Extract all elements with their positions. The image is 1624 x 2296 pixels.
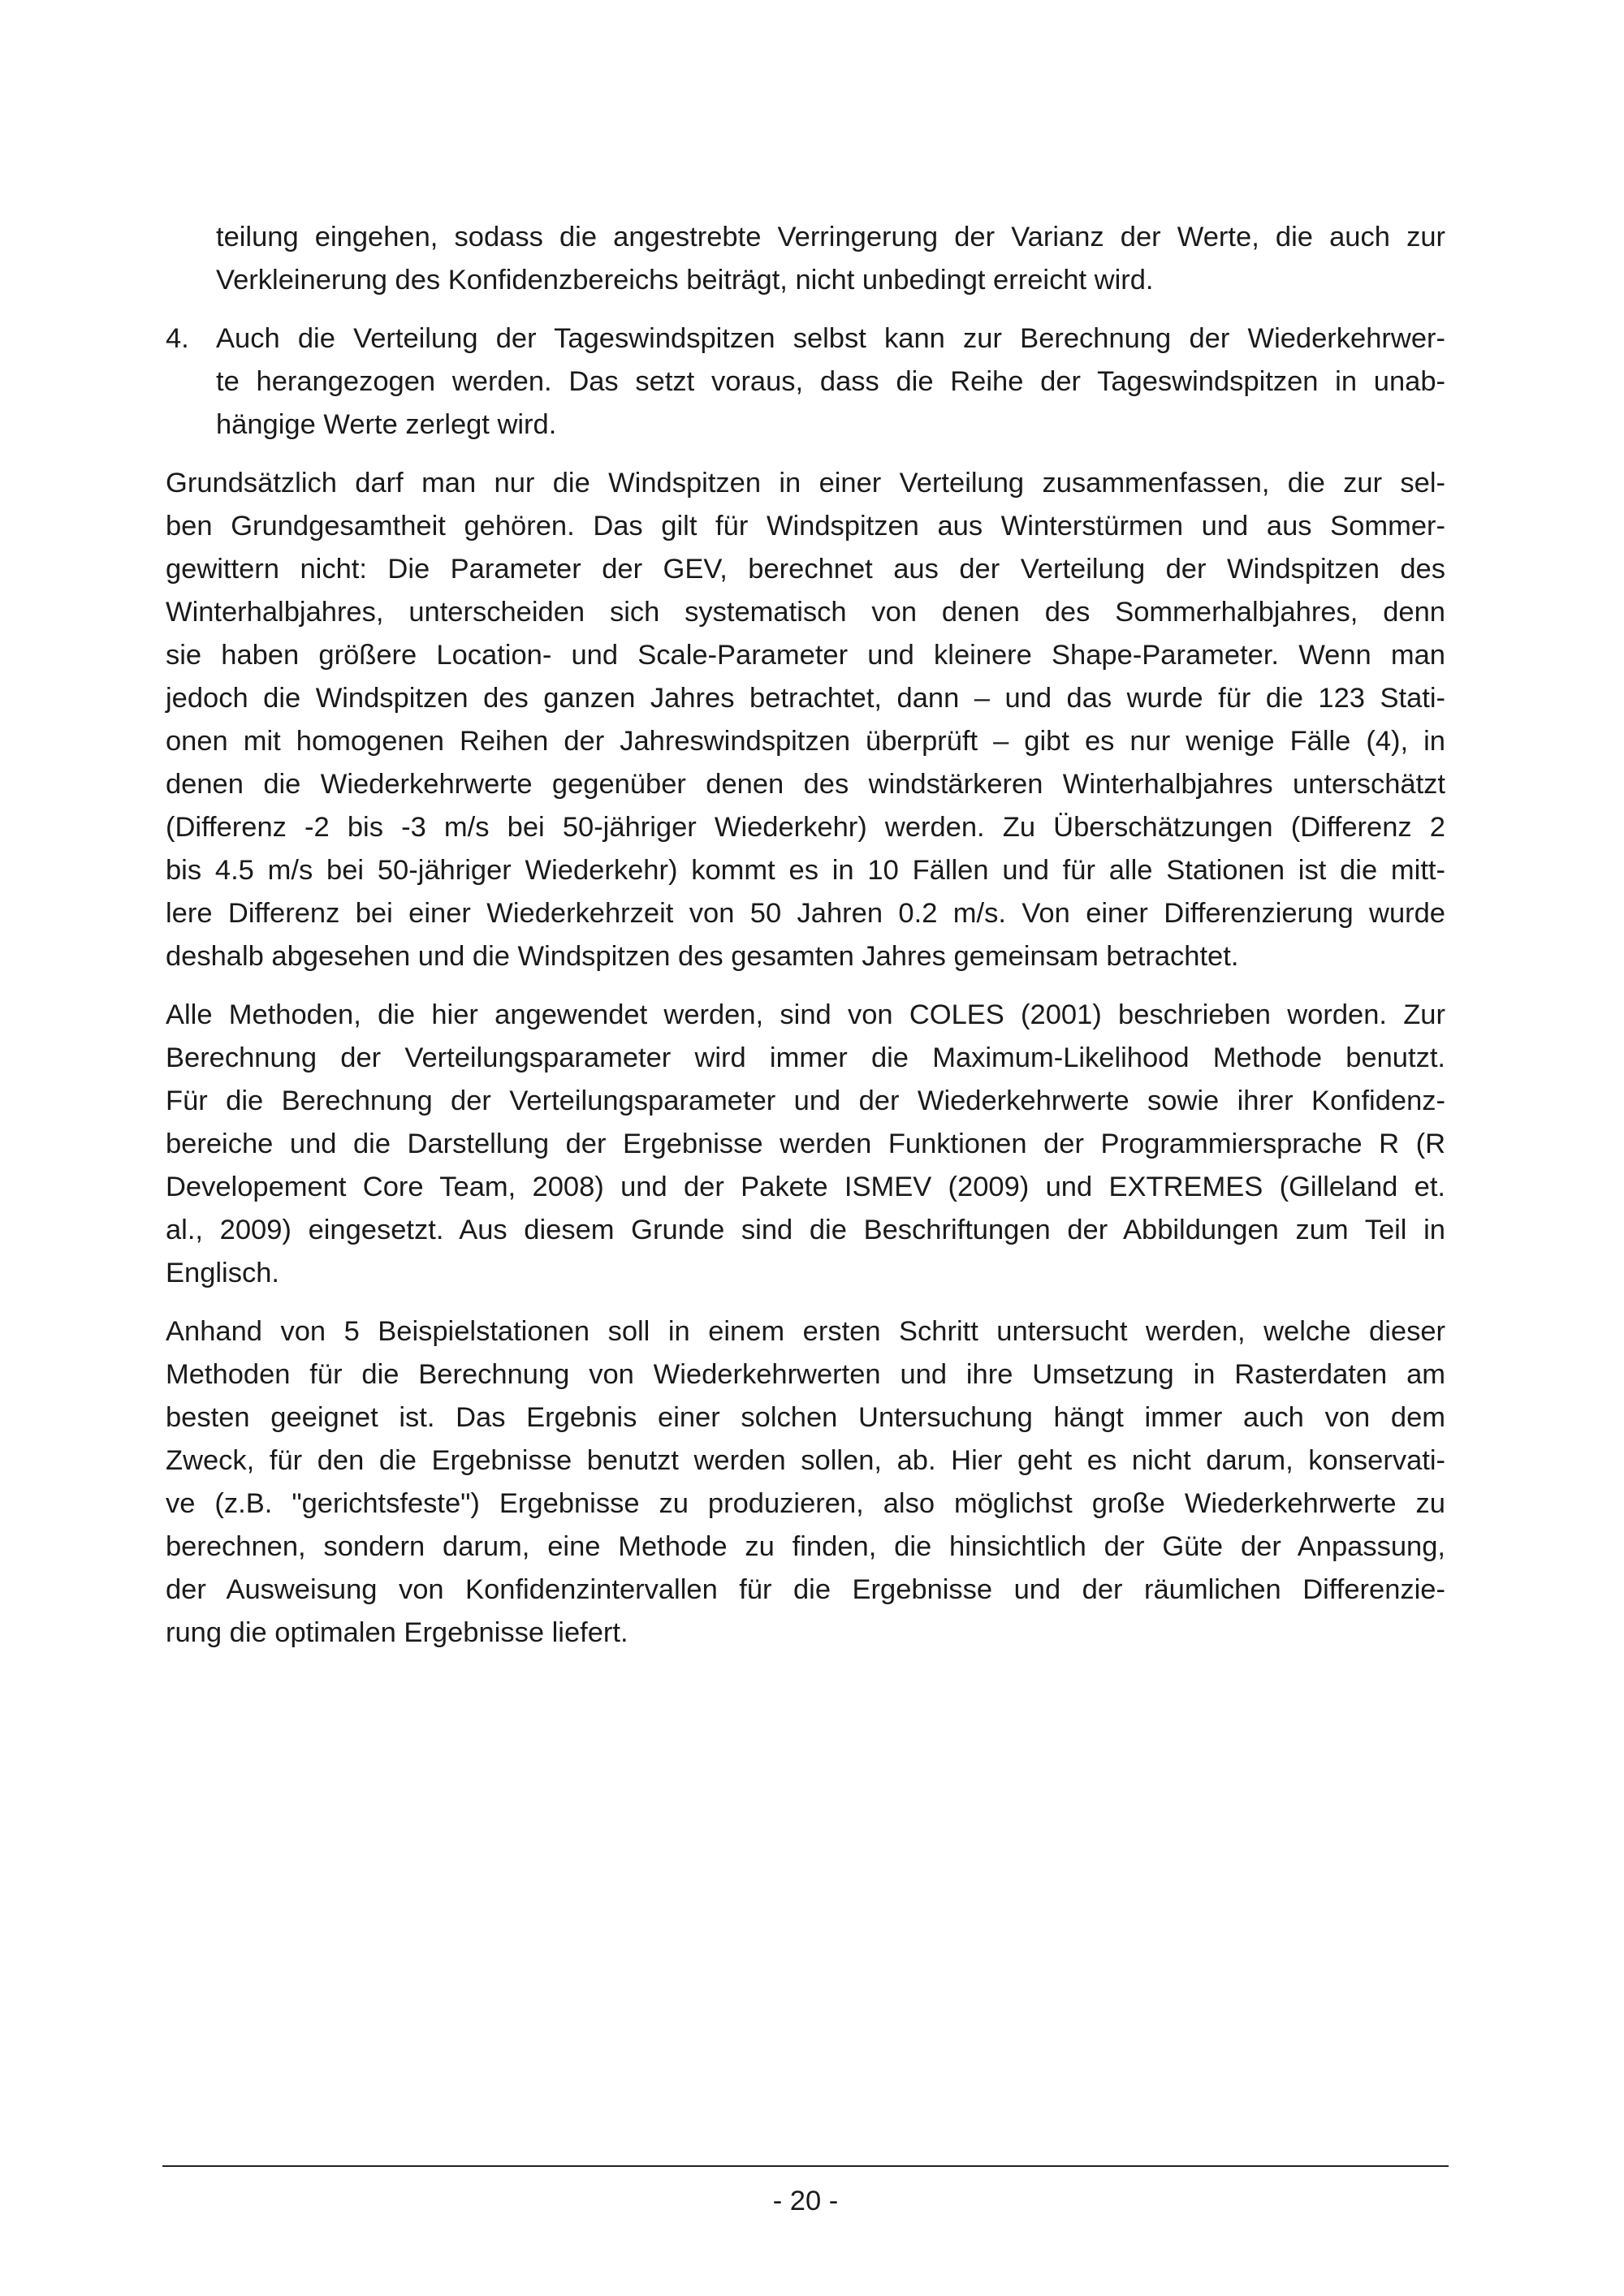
list-number: 4. [166,323,189,354]
text-line: Winterhalbjahres, unterscheiden sich systematisch von denen des Sommerhalbjahres, denn [166,597,1445,628]
text-line: Zweck, für den die Ergebnisse benutzt werden sollen, ab. Hier geht es nicht darum, konservati- [166,1445,1445,1476]
text-line: besten geeignet ist. Das Ergebnis einer solchen Untersuchung hängt immer auch von dem [166,1402,1445,1433]
list-item-3-continuation [216,216,1445,302]
text-line: Für die Berechnung der Verteilungsparameter und der Wiederkehrwerte sowie ihrer Konfidenz- [166,1085,1445,1116]
text-line: hängige Werte zerlegt wird. [216,409,557,440]
text-line: Berechnung der Verteilungsparameter wird immer die Maximum-Likelihood Methode benutzt. [166,1042,1445,1073]
text-line: teilung eingehen, sodass die angestrebte Verringerung der Varianz der Werte, die auch zur [216,222,1445,252]
footer-divider [162,2165,1449,2167]
text-line: Verkleinerung des Konfidenzbereichs beiträgt, nicht unbedingt erreicht wird. [216,265,1154,296]
paragraph-methoden [166,994,1445,1295]
text-line: der Ausweisung von Konfidenzintervallen für die Ergebnisse und der räumlichen Differenzie- [166,1574,1445,1605]
text-line: gewittern nicht: Die Parameter der GEV, berechnet aus der Verteilung der Windspitzen des [166,554,1445,585]
text-line: Auch die Verteilung der Tageswindspitzen selbst kann zur Berechnung der Wiederkehrwer- [216,323,1445,354]
text-line: Grundsätzlich darf man nur die Windspitzen in einer Verteilung zusammenfassen, die zur sel- [166,468,1445,498]
text-line: denen die Wiederkehrwerte gegenüber denen des windstärkeren Winterhalbjahres unterschätzt [166,769,1445,800]
text-line: ve (z.B. "gerichtsfeste") Ergebnisse zu produzieren, also möglichst große Wiederkehrwerte zu [166,1488,1445,1519]
paragraph-beispielstationen [166,1310,1445,1655]
text-line: ben Grundgesamtheit gehören. Das gilt für Windspitzen aus Winterstürmen und aus Sommer- [166,511,1445,542]
text-line: jedoch die Windspitzen des ganzen Jahres betrachtet, dann – und das wurde für die 123 Stati- [166,683,1445,714]
text-line: Alle Methoden, die hier angewendet werden, sind von COLES (2001) beschrieben worden. Zur [166,999,1445,1030]
text-line: al., 2009) eingesetzt. Aus diesem Grunde sind die Beschriftungen der Abbildungen zum Teil in [166,1215,1445,1245]
text-line: te herangezogen werden. Das setzt voraus, dass die Reihe der Tageswindspitzen in unab- [216,366,1445,397]
text-line: berechnen, sondern darum, eine Methode zu finden, die hinsichtlich der Güte der Anpassung, [166,1531,1445,1562]
text-line: rung die optimalen Ergebnisse liefert. [166,1617,628,1648]
text-line: bereiche und die Darstellung der Ergebnisse werden Funktionen der Programmiersprache R (R [166,1129,1445,1159]
page-number: - 20 - [772,2186,839,2216]
text-line: lere Differenz bei einer Wiederkehrzeit von 50 Jahren 0.2 m/s. Von einer Differenzierung wurde [166,898,1445,929]
text-line: deshalb abgesehen und die Windspitzen des gesamten Jahres gemeinsam betrachtet. [166,941,1239,972]
text-line: (Differenz -2 bis -3 m/s bei 50-jähriger Wiederkehr) werden. Zu Überschätzungen (Differenz 2 [166,812,1445,843]
paragraph-windspitzen-grundgesamtheit [166,462,1445,978]
text-line: Developement Core Team, 2008) und der Pakete ISMEV (2009) und EXTREMES (Gilleland et. [166,1172,1445,1202]
text-line: Englisch. [166,1258,279,1288]
text-line: onen mit homogenen Reihen der Jahreswindspitzen überprüft – gibt es nur wenige Fälle (4), in [166,726,1445,757]
text-line: Anhand von 5 Beispielstationen soll in einem ersten Schritt untersucht werden, welche dieser [166,1316,1445,1347]
text-line: sie haben größere Location- und Scale-Parameter und kleinere Shape-Parameter. Wenn man [166,640,1445,671]
list-item-4 [166,317,1445,447]
document-body [166,216,1445,1655]
text-line: Methoden für die Berechnung von Wiederkehrwerten und ihre Umsetzung in Rasterdaten am [166,1359,1445,1390]
text-line: bis 4.5 m/s bei 50-jähriger Wiederkehr) kommt es in 10 Fällen und für alle Stationen ist die mitt- [166,855,1445,886]
